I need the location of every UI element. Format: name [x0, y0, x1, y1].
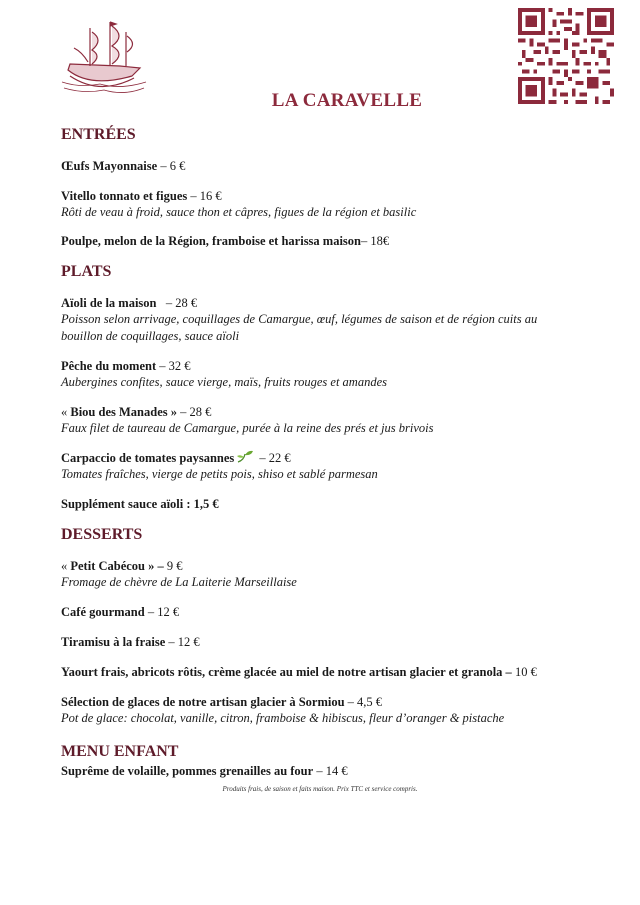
- item-price: – 22 €: [256, 451, 291, 465]
- item-description: Aubergines confites, sauce vierge, maïs, fruits rouges et amandes: [61, 375, 387, 389]
- supplement: Supplément sauce aïoli : 1,5 €: [61, 497, 219, 511]
- section-plats: [61, 263, 561, 512]
- item-price: – 16 €: [187, 189, 222, 203]
- menu-item: [61, 358, 561, 391]
- item-description: Poisson selon arrivage, coquillages de Camargue, œuf, légumes de saison et de région cuits au bouillon de coquillages, sauce aïoli: [61, 312, 538, 343]
- item-name: Poulpe, melon de la Région, framboise et harissa maison: [61, 234, 361, 248]
- footer-note: Produits frais, de saison et faits maison. Prix TTC et service compris.: [222, 785, 418, 793]
- menu-item: [61, 634, 561, 650]
- item-description: Tomates fraîches, vierge de petits pois, shiso et sablé parmesan: [61, 467, 378, 481]
- item-price: – 18€: [361, 234, 390, 248]
- section-menu-enfant: [61, 743, 561, 779]
- caravel-ship-logo: [60, 18, 148, 100]
- section-desserts: [61, 526, 561, 727]
- item-description: Faux filet de taureau de Camargue, purée à la reine des prés et jus brivois: [61, 421, 434, 435]
- item-price: – 28 €: [156, 296, 198, 310]
- menu-item: [61, 558, 561, 591]
- menu-item: [61, 450, 561, 483]
- menu-item: [61, 604, 561, 620]
- menu-content: [61, 126, 561, 790]
- item-name: Yaourt frais, abricots rôtis, crème glacée au miel de notre artisan glacier et granola –: [61, 665, 512, 679]
- section-title: PLATS: [61, 263, 112, 280]
- item-name: Vitello tonnato et figues: [61, 189, 188, 203]
- item-name: Tiramisu à la fraise: [61, 635, 166, 649]
- menu-item: [61, 295, 561, 345]
- section-entrees: [61, 126, 561, 249]
- item-name: Aïoli de la maison: [61, 296, 157, 310]
- item-name: Pêche du moment: [61, 359, 157, 373]
- menu-item: [61, 158, 561, 174]
- menu-item: [61, 664, 561, 680]
- section-title: MENU ENFANT: [61, 743, 179, 760]
- item-price: – 4,5 €: [344, 695, 383, 709]
- item-name: Café gourmand: [61, 605, 145, 619]
- item-price: – 28 €: [177, 405, 212, 419]
- menu-item: [61, 188, 561, 221]
- item-price: 10 €: [511, 665, 537, 679]
- menu-item: [61, 496, 561, 512]
- item-description: Fromage de chèvre de La Laiterie Marseillaise: [61, 575, 297, 589]
- item-name: Biou des Manades »: [70, 405, 177, 419]
- menu-item: [61, 694, 561, 727]
- item-price: – 14 €: [313, 764, 348, 778]
- item-prefix: «: [61, 405, 71, 419]
- item-price: – 12 €: [144, 605, 180, 619]
- item-name: Sélection de glaces de notre artisan glacier à Sormiou: [61, 695, 345, 709]
- section-title: ENTRÉES: [61, 126, 136, 143]
- sprout-icon: [236, 450, 254, 464]
- item-description: Pot de glace: chocolat, vanille, citron, framboise & hibiscus, fleur d’oranger & pistache: [61, 711, 505, 725]
- section-title: DESSERTS: [61, 526, 143, 543]
- menu-item: [61, 763, 561, 779]
- item-price: – 6 €: [157, 159, 186, 173]
- item-price: – 32 €: [156, 359, 191, 373]
- menu-item: [61, 404, 561, 437]
- item-name: Suprême de volaille, pommes grenailles au four: [61, 764, 314, 778]
- item-price: – 12 €: [165, 635, 200, 649]
- item-price: 9 €: [163, 559, 183, 573]
- menu-item: [61, 233, 561, 249]
- item-name: Petit Cabécou » –: [70, 559, 164, 573]
- item-description: Rôti de veau à froid, sauce thon et câpres, figues de la région et basilic: [61, 205, 417, 219]
- item-prefix: «: [61, 559, 71, 573]
- item-name: Œufs Mayonnaise: [61, 159, 158, 173]
- restaurant-name: LA CARAVELLE: [271, 90, 423, 111]
- item-name: Carpaccio de tomates paysannes: [61, 451, 235, 465]
